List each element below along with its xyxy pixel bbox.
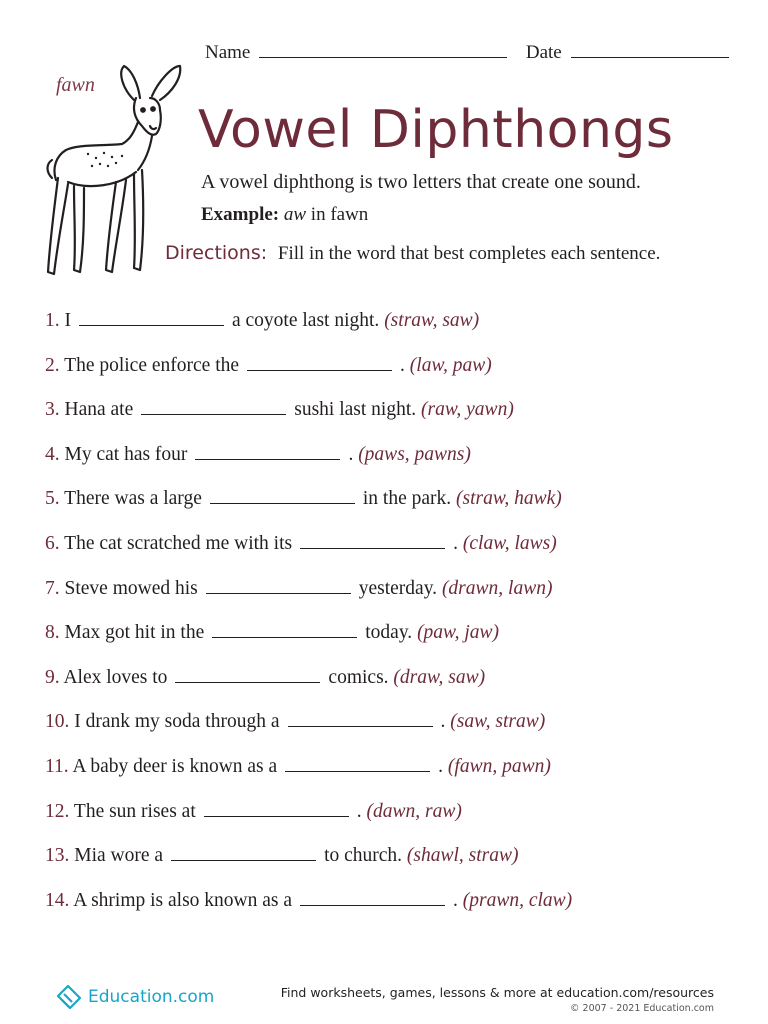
description-text: A vowel diphthong is two letters that create one sound. <box>201 171 641 193</box>
question-row <box>45 845 519 867</box>
question-text-before: Hana ate <box>64 399 134 421</box>
question-row <box>45 801 462 823</box>
answer-options: (prawn, claw) <box>462 889 573 911</box>
question-text-before: Steve mowed his <box>64 577 198 599</box>
question-row <box>45 355 492 377</box>
date-label: Date <box>525 42 562 63</box>
question-text-after: . <box>348 443 354 465</box>
date-field[interactable] <box>571 57 729 58</box>
question-number: 4. <box>45 443 60 465</box>
answer-options: (shawl, straw) <box>406 845 519 867</box>
question-text-after: a coyote last night. <box>232 310 380 331</box>
question-text-before: A baby deer is known as a <box>72 756 278 777</box>
answer-options: (straw, hawk) <box>456 488 562 510</box>
question-number: 5. <box>45 488 60 510</box>
education-logo[interactable] <box>54 982 214 1012</box>
question-number: 10. <box>45 711 70 733</box>
answer-options: (drawn, lawn) <box>441 577 553 599</box>
answer-options: (paw, jaw) <box>417 622 500 644</box>
question-text-after: in the park. <box>362 488 452 510</box>
question-row <box>45 399 514 421</box>
question-number: 3. <box>45 399 60 421</box>
answer-blank[interactable] <box>206 579 351 594</box>
answer-options: (straw, saw) <box>384 310 480 331</box>
question-row <box>45 756 551 778</box>
question-text-after: . <box>356 800 362 822</box>
question-text-after: . <box>400 354 405 376</box>
directions-line <box>165 242 660 265</box>
question-text-after: sushi last night. <box>294 399 417 421</box>
question-text-before: I <box>64 310 71 331</box>
answer-blank[interactable] <box>285 757 430 772</box>
question-number: 13. <box>45 845 70 867</box>
question-text-before: The police enforce the <box>64 354 240 376</box>
footer-info <box>281 985 714 1014</box>
question-row <box>45 711 545 733</box>
question-row <box>45 578 552 600</box>
question-text-before: My cat has four <box>64 443 188 465</box>
example-word: in fawn <box>310 204 369 225</box>
answer-blank[interactable] <box>171 846 316 861</box>
question-text-after: today. <box>365 622 413 644</box>
fawn-caption: fawn <box>56 74 95 96</box>
answer-options: (draw, saw) <box>393 666 486 688</box>
answer-blank[interactable] <box>175 668 320 683</box>
question-text-before: Alex loves to <box>63 666 168 688</box>
answer-blank[interactable] <box>212 623 357 638</box>
education-logo-text: Education.com <box>88 987 215 1007</box>
directions-text: Fill in the word that best completes each sentence. <box>277 243 661 264</box>
answer-blank[interactable] <box>247 356 392 371</box>
answer-blank[interactable] <box>300 891 445 906</box>
question-text-after: . <box>453 889 458 911</box>
answer-options: (paws, pawns) <box>358 443 471 465</box>
question-text-after: . <box>440 711 446 733</box>
question-text-after: to church. <box>324 845 403 867</box>
question-number: 14. <box>45 889 70 911</box>
resources-link[interactable]: Find worksheets, games, lessons & more at education.com/resources <box>280 985 714 1000</box>
answer-options: (law, paw) <box>409 354 492 376</box>
answer-blank[interactable] <box>195 445 340 460</box>
question-text-before: Mia wore a <box>74 845 164 867</box>
answer-options: (raw, yawn) <box>421 399 514 421</box>
answer-options: (claw, laws) <box>462 533 557 554</box>
page-title: Vowel Diphthongs <box>198 100 674 160</box>
question-number: 9. <box>45 666 60 688</box>
question-text-before: A shrimp is also known as a <box>73 889 293 911</box>
question-text-before: The cat scratched me with its <box>64 533 293 554</box>
name-date-row <box>205 42 729 64</box>
answer-blank[interactable] <box>288 712 433 727</box>
question-text-after: yesterday. <box>358 577 438 599</box>
question-number: 8. <box>45 622 60 644</box>
answer-options: (dawn, raw) <box>366 800 462 822</box>
example-label: Example: <box>201 204 280 225</box>
answer-blank[interactable] <box>79 311 224 326</box>
question-row <box>45 890 572 912</box>
example-digraph: aw <box>283 204 307 225</box>
example-line <box>201 204 368 226</box>
question-row <box>45 533 557 555</box>
question-row <box>45 310 479 332</box>
question-text-before: The sun rises at <box>73 800 196 822</box>
question-text-before: There was a large <box>64 488 202 510</box>
question-row <box>45 667 485 689</box>
question-number: 6. <box>45 533 60 554</box>
question-text-before: I drank my soda through a <box>74 711 280 733</box>
answer-options: (fawn, pawn) <box>447 756 551 777</box>
question-row <box>45 444 471 466</box>
question-row <box>45 622 499 644</box>
question-row <box>45 488 562 510</box>
question-text-before: Max got hit in the <box>64 622 205 644</box>
question-number: 12. <box>45 800 70 822</box>
question-number: 11. <box>45 756 69 777</box>
question-text-after: comics. <box>328 666 389 688</box>
answer-blank[interactable] <box>210 489 355 504</box>
question-number: 1. <box>45 310 60 331</box>
copyright-text: © 2007 - 2021 Education.com <box>570 1003 714 1014</box>
question-text-after: . <box>453 533 458 554</box>
question-number: 7. <box>45 577 60 599</box>
answer-options: (saw, straw) <box>450 711 546 733</box>
question-text-after: . <box>438 756 444 777</box>
answer-blank[interactable] <box>141 400 286 415</box>
education-logo-icon <box>54 982 84 1012</box>
name-label: Name <box>205 42 251 63</box>
answer-blank[interactable] <box>300 534 445 549</box>
directions-label: Directions: <box>165 242 268 264</box>
name-field[interactable] <box>259 57 507 58</box>
question-number: 2. <box>45 354 60 376</box>
answer-blank[interactable] <box>204 802 349 817</box>
